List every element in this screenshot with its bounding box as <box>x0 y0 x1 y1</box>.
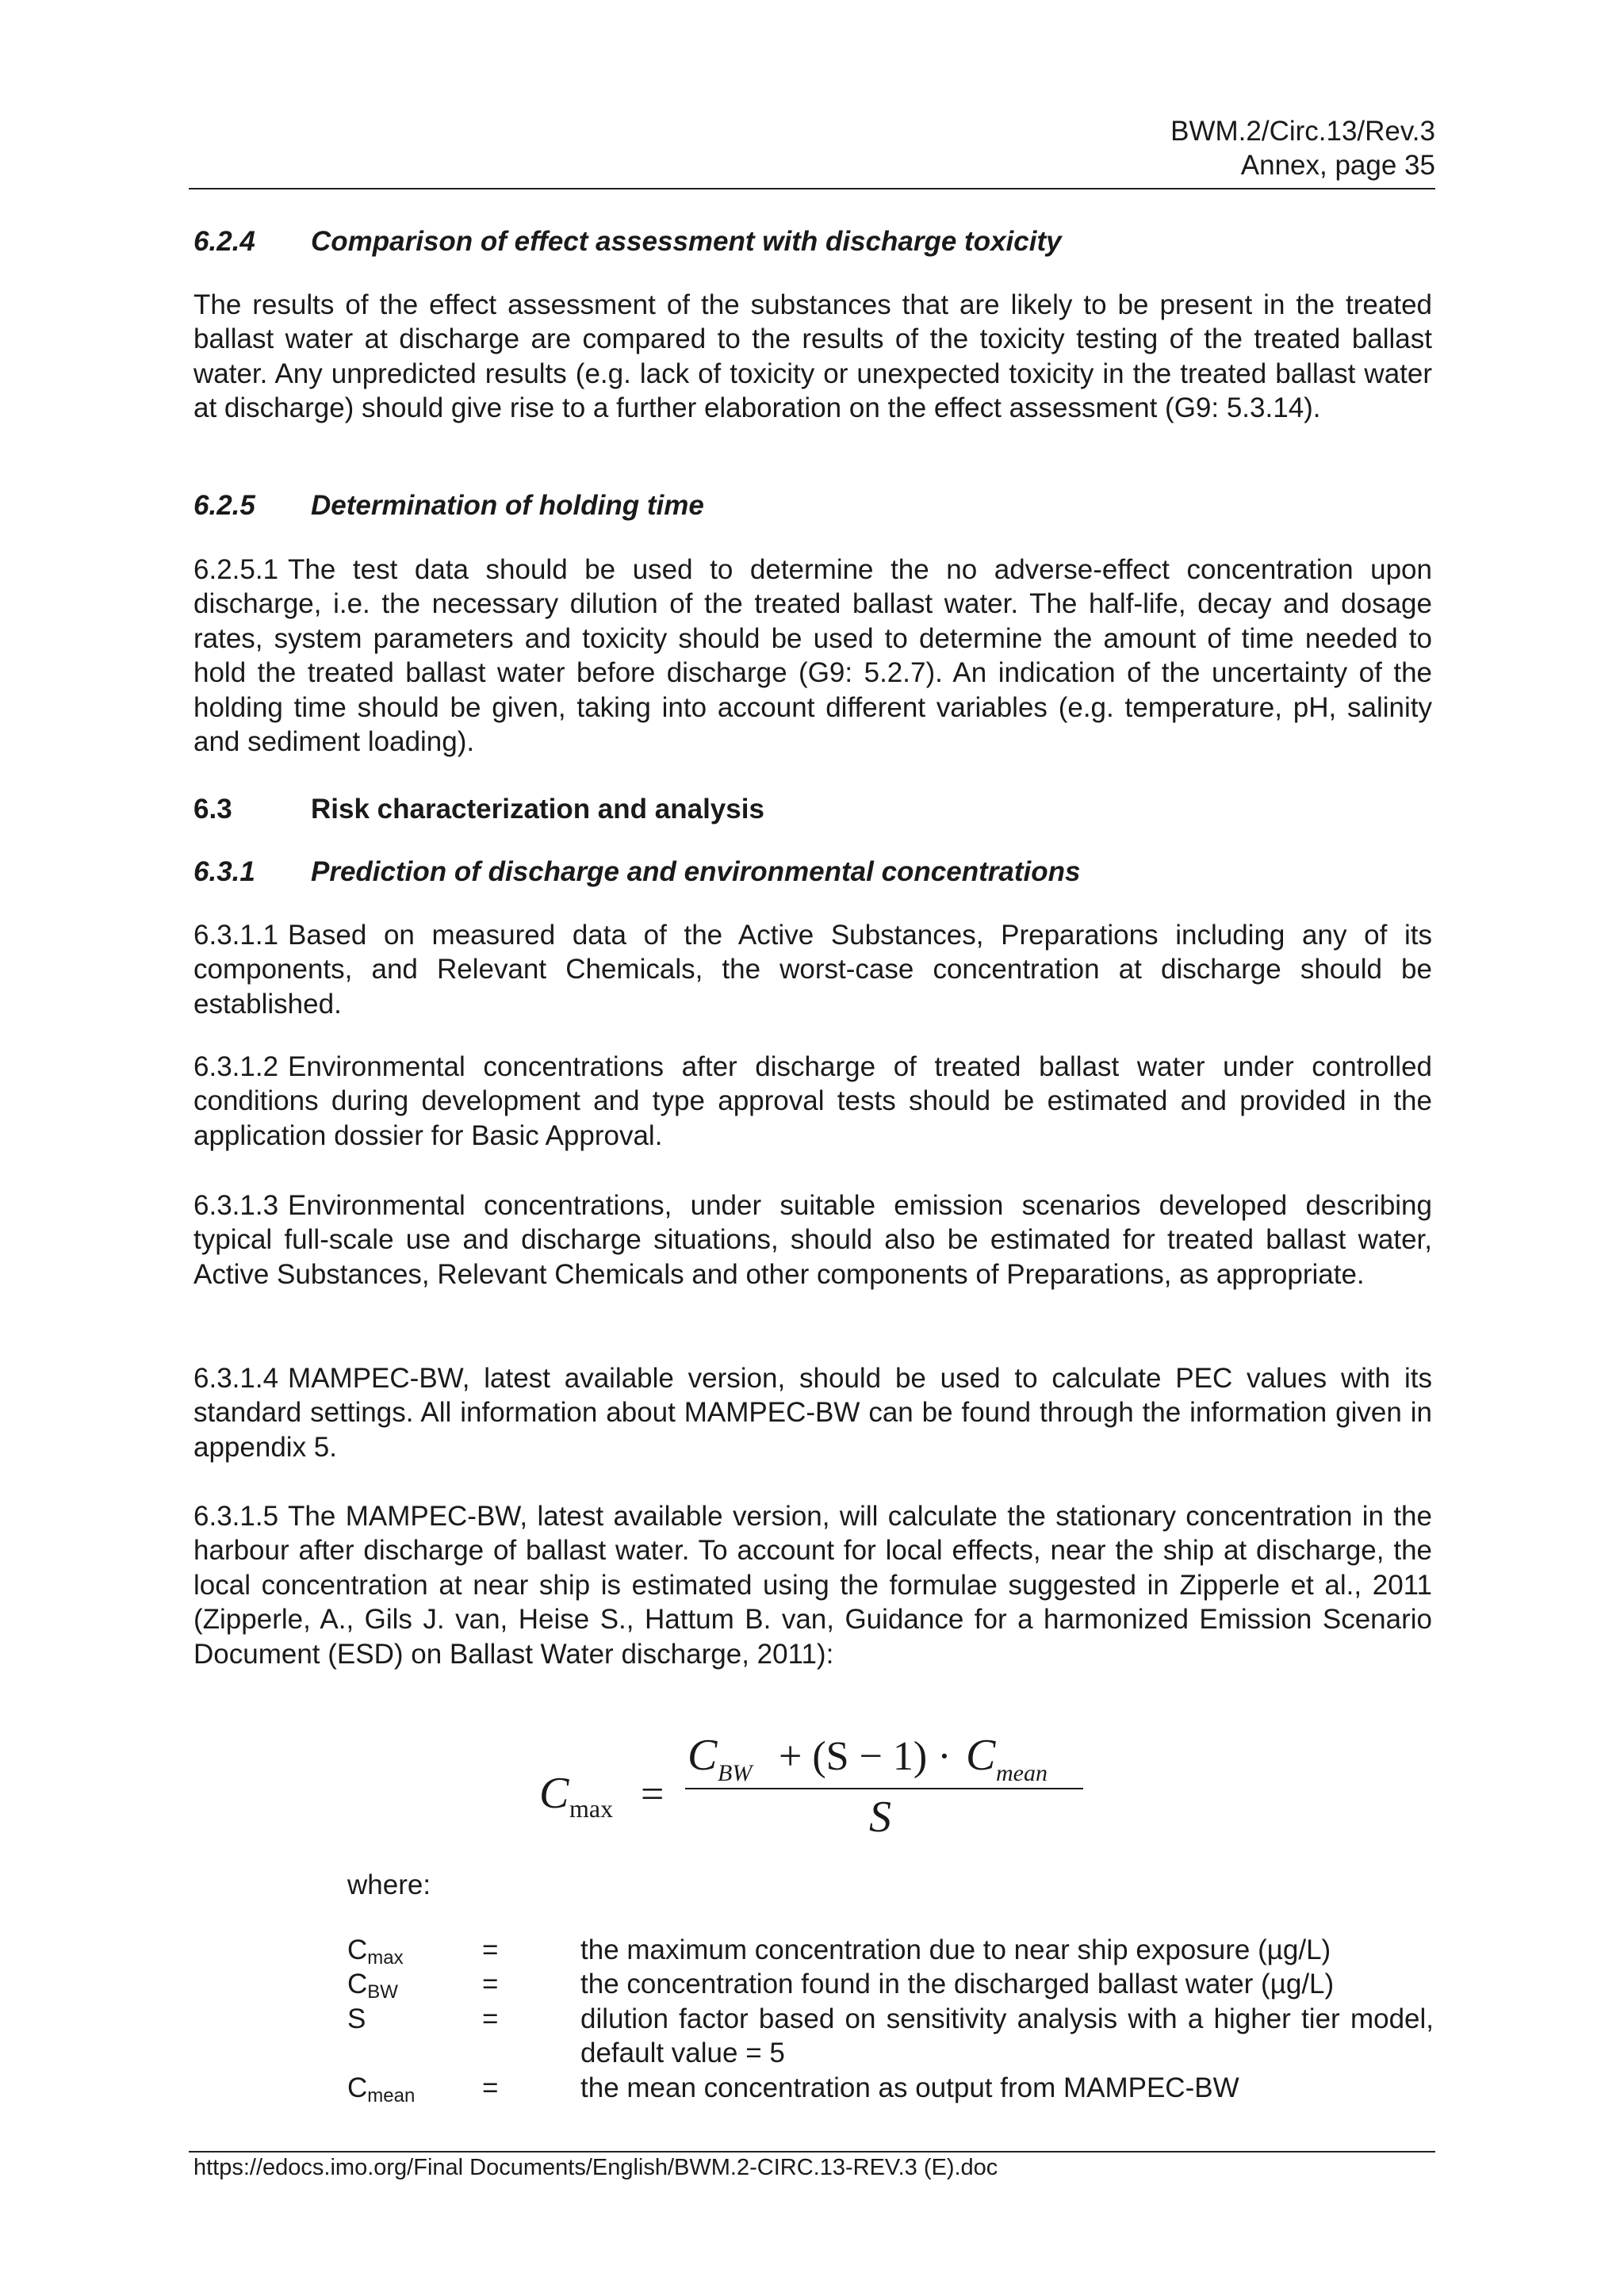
paragraph-6-3-1-3 <box>193 1188 1432 1292</box>
paragraph-6-2-4 <box>193 288 1432 426</box>
definition-symbol: $C_{mean}$ <box>347 2072 416 2107</box>
paragraph-6-3-1-4 <box>193 1361 1432 1464</box>
heading-number: 6.2.5 <box>193 490 255 521</box>
paragraph-6-3-1-5 <box>193 1499 1432 1671</box>
paragraph-number: 6.3.1.5 <box>193 1501 279 1532</box>
definition-row <box>347 1933 1434 1967</box>
document-reference: BWM.2/Circ.13/Rev.3 <box>1170 116 1435 147</box>
definitions-table <box>347 1933 1434 2105</box>
formula-equals: = <box>641 1772 665 1817</box>
paragraph-text: MAMPEC-BW, latest available version, should be used to calculate PEC values with its standard settings. All information about MAMPEC-BW can be found through the information given in appendix 5. <box>193 1363 1432 1463</box>
formula-numerator-c-mean-subscript: mean <box>996 1760 1048 1786</box>
formula-numerator-c-bw: C <box>688 1731 718 1780</box>
paragraph-number: 6.3.1.2 <box>193 1051 279 1082</box>
formula-numerator-c-bw-subscript: BW <box>718 1760 753 1786</box>
formula-numerator-middle: + (S − 1) · <box>779 1734 952 1779</box>
footer-rule <box>189 2151 1435 2152</box>
footer-file-path: https://edocs.imo.org/Final Documents/English/BWM.2-CIRC.13-REV.3 (E).doc <box>193 2155 998 2180</box>
definition-description: the mean concentration as output from MAMPEC-BW <box>580 2072 1239 2103</box>
definition-row <box>347 2071 1434 2105</box>
heading-6-3-1 <box>193 855 1080 889</box>
paragraph-6-3-1-1 <box>193 918 1432 1021</box>
definition-row <box>347 2002 1434 2071</box>
heading-6-3 <box>193 792 764 826</box>
definition-row <box>347 1967 1434 2001</box>
definition-description: dilution factor based on sensitivity analysis with a higher tier model, default value = 5 <box>580 2003 1434 2069</box>
heading-title: Determination of holding time <box>311 490 704 521</box>
formula-lhs: C <box>539 1769 569 1818</box>
paragraph-text: The MAMPEC-BW, latest available version, will calculate the stationary concentration in the harbour after discharge of ballast water. To account for local effects, near the ship at discharge, the local concentration at near ship is estimated using the formulae suggested in Zipperle et al., 2011 (Zipperle, A., Gils J. van, Heise S., Hattum B. van, Guidance for a harmonized Emission Scenario Document (ESD) on Ballast Water discharge, 2011): <box>193 1501 1432 1670</box>
heading-number: 6.3 <box>193 794 232 825</box>
definition-symbol: $C_{max}$ <box>347 1934 404 1969</box>
page-reference: Annex, page 35 <box>1240 150 1435 181</box>
paragraph-6-3-1-2 <box>193 1050 1432 1153</box>
definition-equals: = <box>482 1934 499 1965</box>
heading-6-2-5 <box>193 488 704 522</box>
formula-numerator-c-mean: C <box>966 1731 996 1780</box>
definition-symbol: $C_{BW}$ <box>347 1969 398 2003</box>
heading-number: 6.3.1 <box>193 856 255 887</box>
paragraph-number: 6.3.1.3 <box>193 1190 279 1221</box>
paragraph-text: Environmental concentrations after discharge of treated ballast water under controlled conditions during development and type approval tests should be estimated and provided in the application dossier for Basic Approval. <box>193 1051 1432 1151</box>
paragraph-text: The test data should be used to determine the no adverse-effect concentration upon discharge, i.e. the necessary dilution of the treated ballast water. The half-life, decay and dosage rates, system parameters and toxicity should be used to determine the amount of time needed to hold the treated ballast water before discharge (G9: 5.2.7). An indication of the uncertainty of the holding time should be given, taking into account different variables (e.g. temperature, pH, salinity and sediment loading). <box>193 554 1432 758</box>
where-label: where: <box>347 1869 431 1900</box>
definition-equals: = <box>482 2072 499 2103</box>
formula-denominator: S <box>869 1793 891 1839</box>
header-rule <box>189 188 1435 189</box>
definition-equals: = <box>482 2003 499 2034</box>
paragraph-text: Based on measured data of the Active Substances, Preparations including any of its components, and Relevant Chemicals, the worst-case concentration at discharge should be established. <box>193 920 1432 1020</box>
page-header <box>189 114 1435 182</box>
definition-symbol: S <box>347 2003 366 2034</box>
paragraph-number: 6.2.5.1 <box>193 554 279 585</box>
definition-description: the concentration found in the discharged ballast water (µg/L) <box>580 1969 1335 2000</box>
paragraph-text: Environmental concentrations, under suitable emission scenarios developed describing typical full-scale use and discharge situations, should also be estimated for treated ballast water, Active Substances, Relevant Chemicals and other components of Preparations, as appropriate. <box>193 1190 1432 1290</box>
heading-6-2-4 <box>193 224 1062 258</box>
heading-number: 6.2.4 <box>193 226 255 257</box>
paragraph-number: 6.3.1.4 <box>193 1363 279 1394</box>
heading-title: Comparison of effect assessment with discharge toxicity <box>311 226 1062 257</box>
heading-title: Prediction of discharge and environmental concentrations <box>311 856 1081 887</box>
definition-description: the maximum concentration due to near ship exposure (µg/L) <box>580 1934 1331 1965</box>
paragraph-number: 6.3.1.1 <box>193 920 279 951</box>
heading-title: Risk characterization and analysis <box>311 794 764 825</box>
definition-equals: = <box>482 1969 499 2000</box>
paragraph-6-2-5-1 <box>193 553 1432 759</box>
formula-lhs-subscript: max <box>569 1794 614 1823</box>
paragraph-text: The results of the effect assessment of the substances that are likely to be present in the treated ballast water at discharge are compared to the results of the toxicity testing of the treated ballast water. Any unpredicted results (e.g. lack of toxicity or unexpected toxicity in the treated ballast water at discharge) should give rise to a further elaboration on the effect assessment (G9: 5.3.14). <box>193 289 1432 424</box>
cmax-formula <box>539 1728 1094 1839</box>
